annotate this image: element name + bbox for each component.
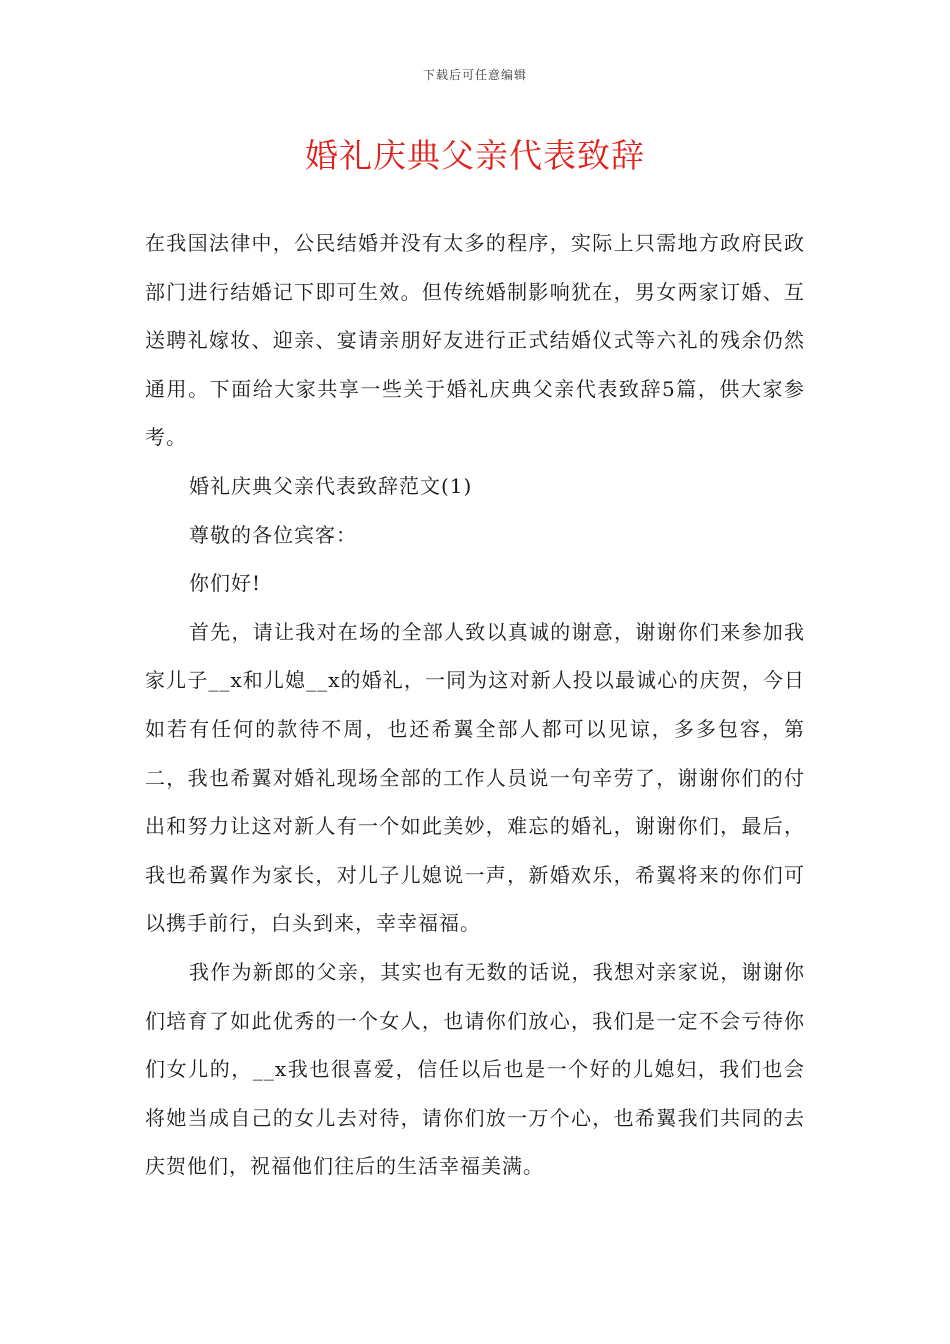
document-body <box>145 219 805 1191</box>
greeting: 你们好! <box>189 571 262 596</box>
salutation: 尊敬的各位宾客： <box>189 522 357 547</box>
intro-paragraph: 在我国法律中，公民结婚并没有太多的程序，实际上只需地方政府民政部门进行结婚记下即可生效。但传统婚制影响犹在，男女两家订婚、互送聘礼嫁妆、迎亲、宴请亲朋好友进行正式结婚仪式等六礼的残余仍然通用。下面给大家共享一些关于婚礼庆典父亲代表致辞5篇，供大家参考。 <box>145 231 805 450</box>
body-paragraph: 我作为新郎的父亲，其实也有无数的话说，我想对亲家说，谢谢你们培育了如此优秀的一个女人，也请你们放心，我们是一定不会亏待你们女儿的，__x我也很喜爱，信任以后也是一个好的儿媳妇，我们也会将她当成自己的女儿去对待，请你们放一万个心，也希翼我们共同的去庆贺他们，祝福他们往后的生活幸福美满。 <box>145 959 805 1179</box>
section-heading: 婚礼庆典父亲代表致辞范文(1) <box>189 473 473 498</box>
document-title: 婚礼庆典父亲代表致辞 <box>305 136 645 175</box>
body-paragraph: 首先，请让我对在场的全部人致以真诚的谢意，谢谢你们来参加我家儿子__x和儿媳__x的婚礼，一同为这对新人投以最诚心的庆贺，今日如若有任何的款待不周，也还希翼全部人都可以见谅，多多包容，第二，我也希翼对婚礼现场全部的工作人员说一句辛劳了，谢谢你们的付出和努力让这对新人有一个如此美妙，难忘的婚礼，谢谢你们，最后，我也希翼作为家长，对儿子儿媳说一声，新婚欢乐，希翼将来的你们可以携手前行，白头到来，幸幸福福。 <box>145 619 805 936</box>
header-note: 下载后可任意编辑 <box>422 68 527 82</box>
